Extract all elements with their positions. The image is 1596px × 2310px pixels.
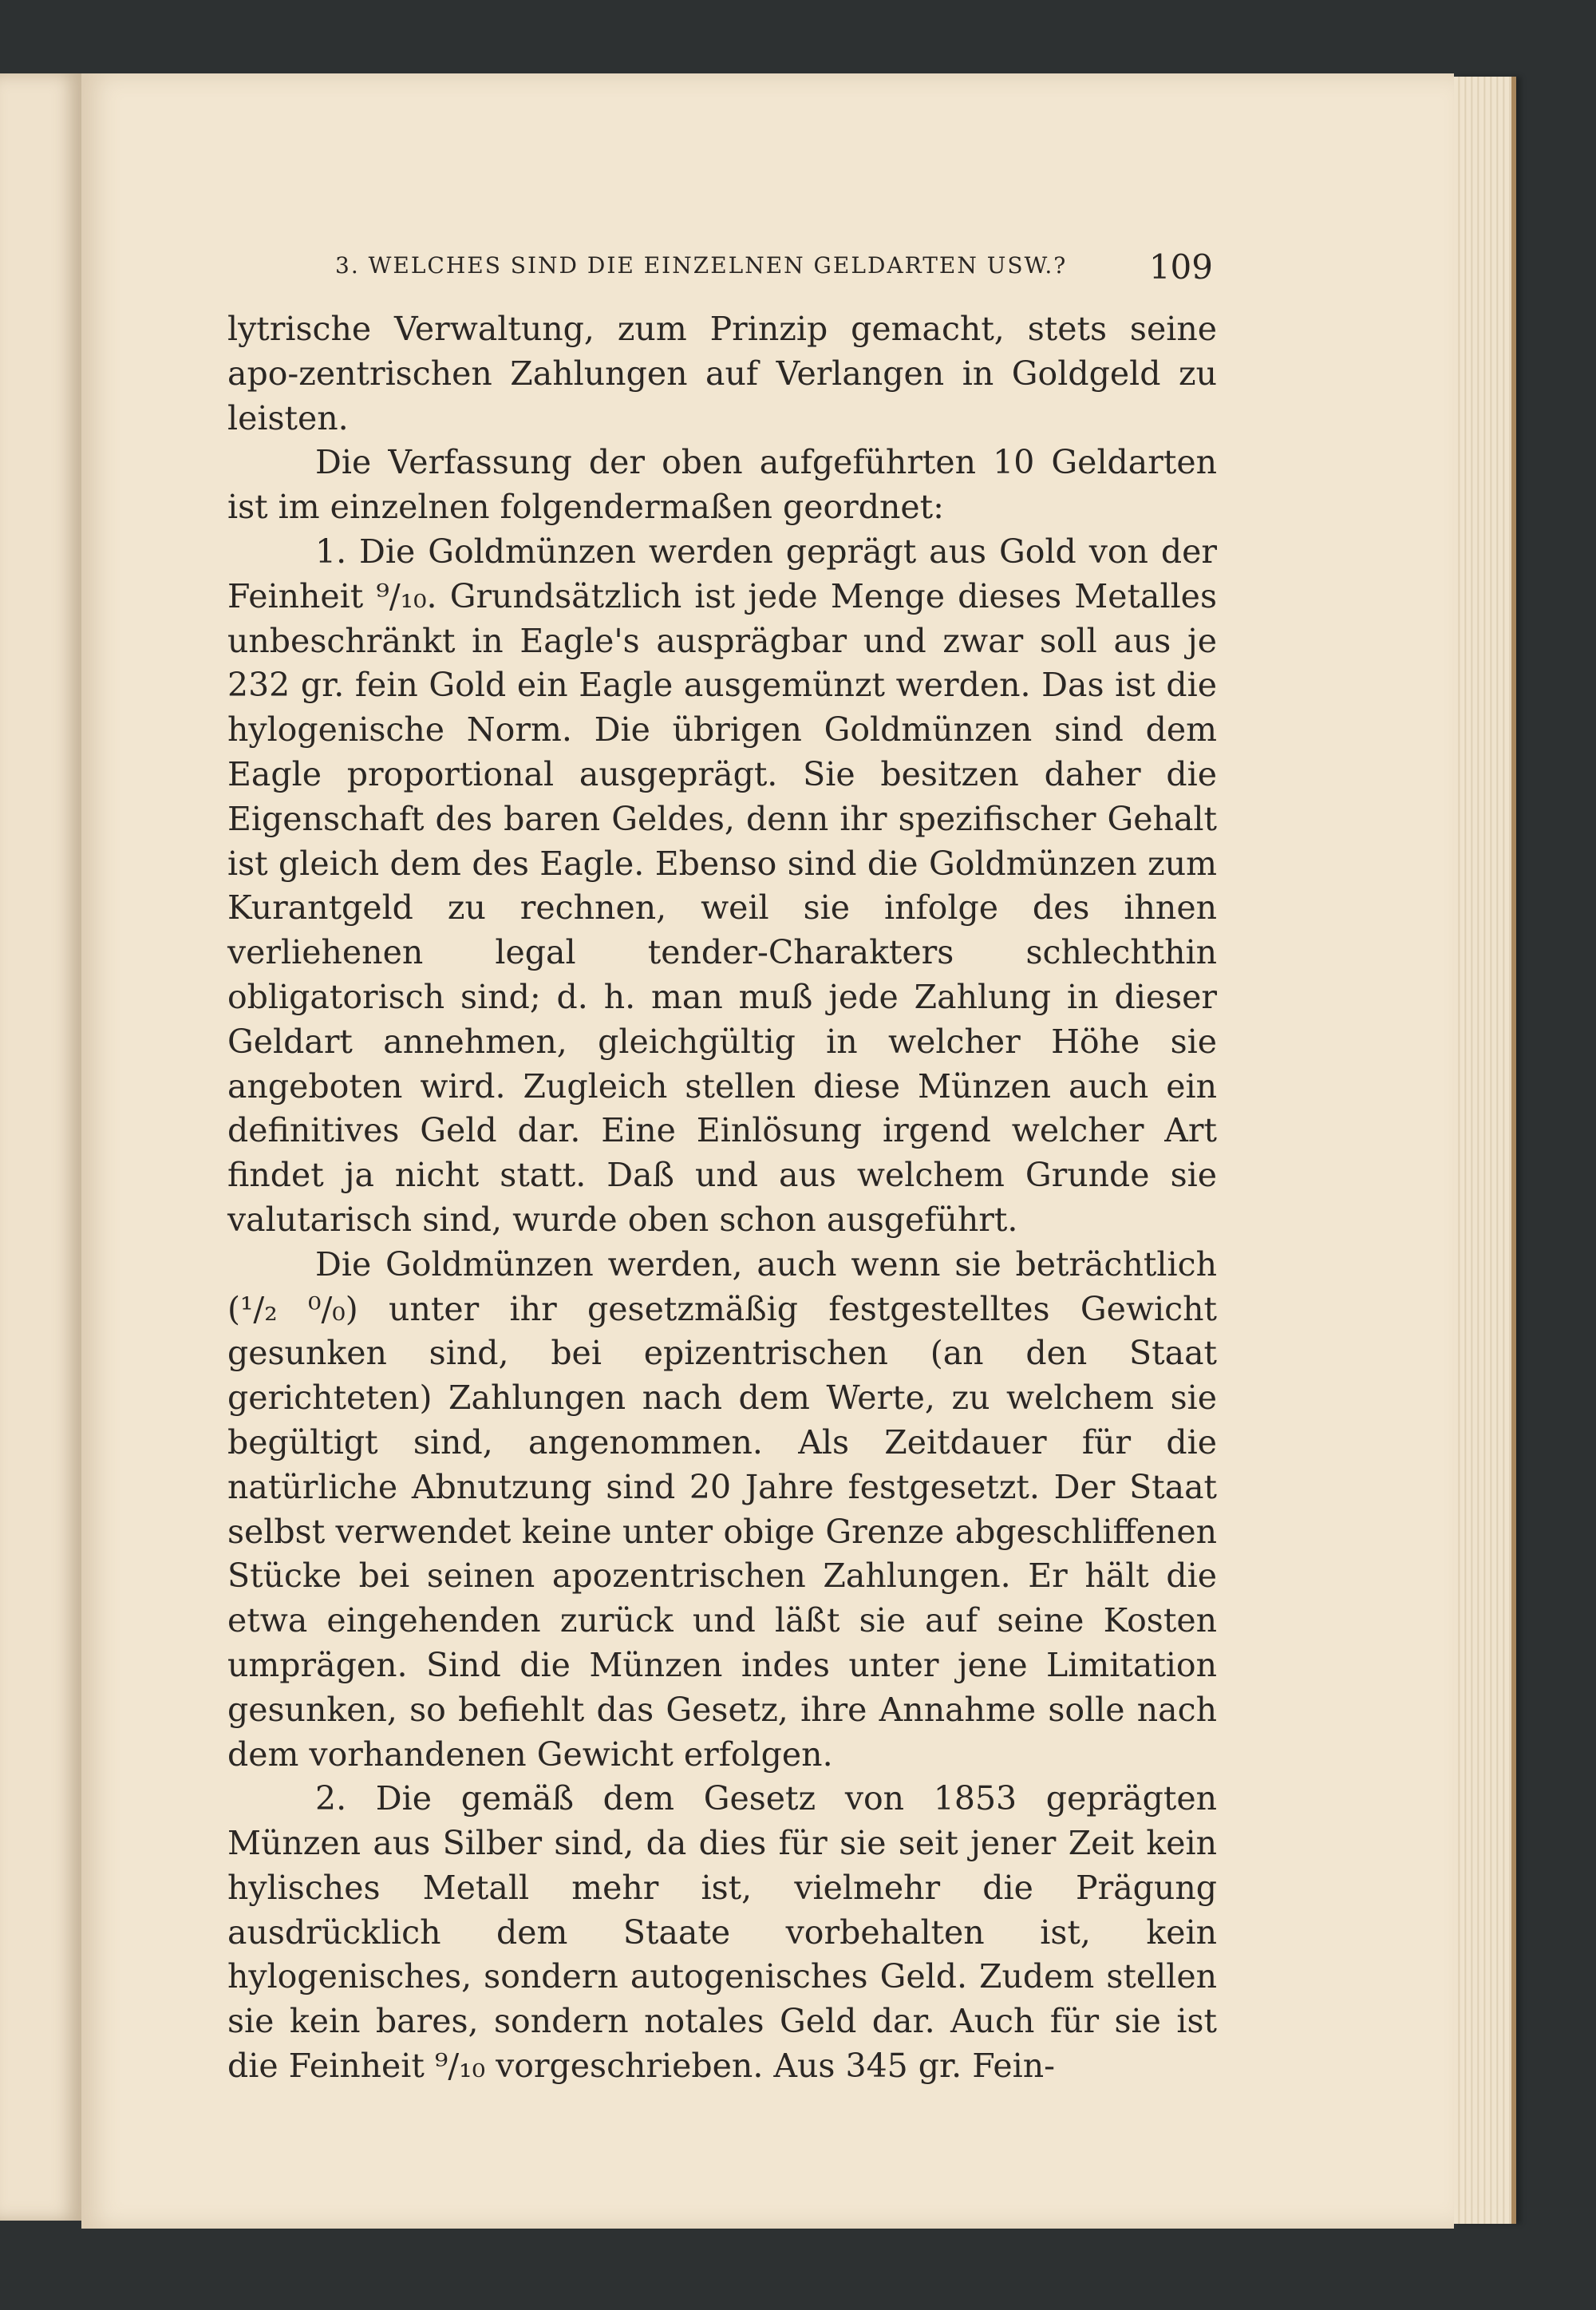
left-page-edge <box>0 73 81 2221</box>
page-stack-edges <box>1454 77 1516 2224</box>
paragraph-silbermuenzen: 2. Die gemäß dem Gesetz von 1853 geprägten Münzen aus Silber sind, da dies für sie seit jener Zeit kein hylisches Metall mehr ist, vielmehr die Prägung ausdrücklich dem Staate vorbehalten ist, kein hylogenisches, sondern autogenisches Geld. Zudem stellen sie kein bares, sondern notales Geld dar. Auch für sie ist die Feinheit ⁹/₁₀ vorgeschrieben. Aus 345 gr. Fein- <box>227 1779 1217 2086</box>
paragraph-goldmuenzen: 1. Die Goldmünzen werden geprägt aus Gold von der Feinheit ⁹/₁₀. Grundsätzlich ist jede Menge dieses Metalles unbeschränkt in Eagle's ausprägbar und zwar soll aus je 232 gr. fein Gold ein Eagle ausgemünzt werden. Das ist die hylogenische Norm. Die übrigen Goldmünzen sind dem Eagle proportional ausgeprägt. Sie besitzen daher die Eigenschaft des baren Geldes, denn ihr spezifischer Gehalt ist gleich dem des Eagle. Ebenso sind die Goldmünzen zum Kurantgeld zu rechnen, weil sie infolge des ihnen verliehenen legal tender-Charakters schlechthin obligatorisch sind; d. h. man muß jede Zahlung in dieser Geldart annehmen, gleichgültig in welcher Höhe sie angeboten wird. Zugleich stellen diese Münzen auch ein definitives Geld dar. Eine Einlösung irgend welcher Art findet ja nicht statt. Daß und aus welchem Grunde sie valutarisch sind, wurde oben schon ausgeführt. <box>227 532 1217 1239</box>
paragraph-intro: Die Verfassung der oben aufgeführten 10 Geldarten ist im einzelnen folgendermaßen geordnet: <box>227 443 1217 527</box>
paragraph-continuation: lytrische Verwaltung, zum Prinzip gemacht, stets seine apo-zentrischen Zahlungen auf Verlangen in Goldgeld zu leisten. <box>227 310 1217 437</box>
running-head: 3. WELCHES SIND DIE EINZELNEN GELDARTEN USW.? <box>335 252 1068 279</box>
paragraph-abnutzung: Die Goldmünzen werden, auch wenn sie beträchtlich (¹/₂ ⁰/₀) unter ihr gesetzmäßig festgestelltes Gewicht gesunken sind, bei epizentrischen (an den Staat gerichteten) Zahlungen nach dem Werte, zu welchem sie begültigt sind, angenommen. Als Zeitdauer für die natürliche Abnutzung sind 20 Jahre festgesetzt. Der Staat selbst verwendet keine unter obige Grenze abgeschliffenen Stücke bei seinen apozentrischen Zahlungen. Er hält die etwa eingehenden zurück und läßt sie auf seine Kosten umprägen. Sind die Münzen indes unter jene Limitation gesunken, so befiehlt das Gesetz, ihre Annahme solle nach dem vorhandenen Gewicht erfolgen. <box>227 1244 1217 1774</box>
page-number: 109 <box>1148 247 1213 287</box>
body-text <box>227 307 1217 2089</box>
